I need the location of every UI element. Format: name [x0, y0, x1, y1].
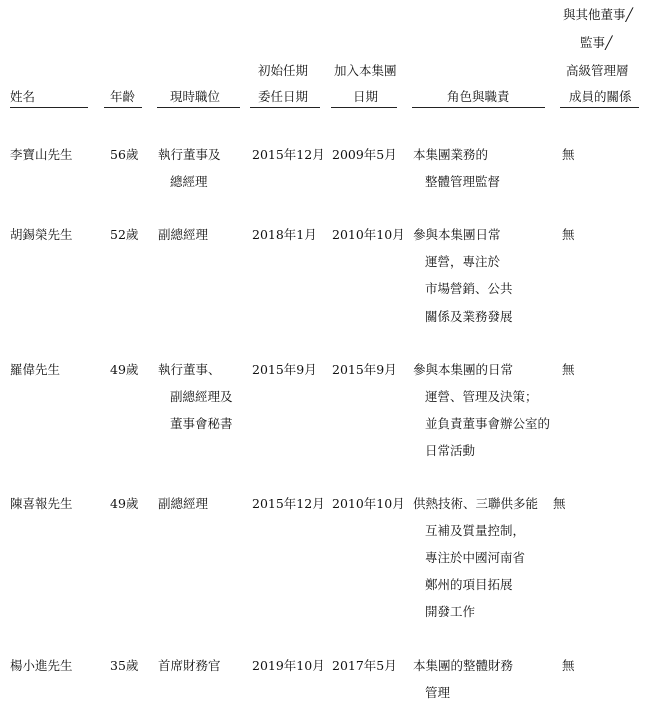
cell-role: 市場營銷、公共	[425, 281, 513, 296]
cell-joined: 2010年10月	[332, 496, 405, 511]
cell-position: 副總經理及	[170, 389, 233, 404]
cell-role: 互補及質量控制，	[425, 523, 526, 538]
cell-role: 並負責董事會辦公室的	[425, 416, 551, 431]
cell-role: 關係及業務發展	[425, 309, 513, 324]
header-underline	[250, 107, 320, 108]
header-name: 姓名	[10, 89, 36, 104]
cell-position: 副總經理	[158, 496, 209, 511]
header-role: 角色與職責	[447, 89, 510, 104]
cell-age: 35歲	[110, 658, 139, 673]
cell-joined: 2009年5月	[332, 147, 397, 162]
cell-role: 參與本集團日常	[413, 227, 501, 242]
header-underline	[560, 107, 639, 108]
cell-joined: 2010年10月	[332, 227, 405, 242]
cell-role: 供熱技術、三聯供多能	[413, 496, 539, 511]
header-underline	[157, 107, 240, 108]
cell-role: 專注於中國河南省	[425, 550, 526, 565]
header-relationship-line: 高級管理層	[566, 63, 629, 78]
cell-age: 56歲	[110, 147, 139, 162]
cell-appointment: 2018年1月	[252, 227, 317, 242]
cell-age: 52歲	[110, 227, 139, 242]
cell-role: 日常活動	[425, 443, 476, 458]
cell-relationship: 無	[562, 362, 575, 377]
header-underline	[104, 107, 142, 108]
cell-name: 李寶山先生	[10, 147, 73, 162]
cell-name: 陳喜報先生	[10, 496, 73, 511]
cell-role: 整體管理監督	[425, 174, 501, 189]
cell-role: 開發工作	[425, 604, 476, 619]
header-appointment-line: 初始任期	[258, 63, 309, 78]
cell-role: 運營、管理及決策；	[425, 389, 538, 404]
header-position: 現時職位	[170, 89, 221, 104]
cell-joined: 2017年5月	[332, 658, 397, 673]
cell-position: 執行董事及	[158, 147, 221, 162]
cell-position: 副總經理	[158, 227, 209, 242]
cell-name: 胡錫榮先生	[10, 227, 73, 242]
header-relationship-line: 監事╱	[580, 35, 613, 50]
cell-role: 管理	[425, 685, 451, 700]
header-underline	[10, 107, 88, 108]
header-underline	[331, 107, 397, 108]
cell-age: 49歲	[110, 496, 139, 511]
cell-name: 楊小進先生	[10, 658, 73, 673]
cell-name: 羅偉先生	[10, 362, 61, 377]
header-joined-line: 日期	[353, 89, 379, 104]
cell-appointment: 2015年9月	[252, 362, 317, 377]
header-joined-line: 加入本集團	[334, 63, 397, 78]
header-relationship-line: 成員的關係	[569, 89, 632, 104]
cell-position: 董事會秘書	[170, 416, 233, 431]
cell-relationship: 無	[562, 227, 575, 242]
header-age: 年齡	[110, 89, 136, 104]
cell-role: 運營，專注於	[425, 254, 501, 269]
cell-age: 49歲	[110, 362, 139, 377]
header-appointment-line: 委任日期	[258, 89, 309, 104]
cell-relationship: 無	[553, 496, 566, 511]
cell-relationship: 無	[562, 147, 575, 162]
cell-role: 鄭州的項目拓展	[425, 577, 513, 592]
cell-position: 執行董事、	[158, 362, 221, 377]
cell-joined: 2015年9月	[332, 362, 397, 377]
header-relationship-line: 與其他董事╱	[563, 7, 634, 22]
cell-position: 首席財務官	[158, 658, 221, 673]
cell-position: 總經理	[170, 174, 208, 189]
cell-appointment: 2019年10月	[252, 658, 325, 673]
header-underline	[412, 107, 545, 108]
cell-role: 參與本集團的日常	[413, 362, 514, 377]
cell-role: 本集團的整體財務	[413, 658, 514, 673]
cell-appointment: 2015年12月	[252, 496, 325, 511]
cell-relationship: 無	[562, 658, 575, 673]
cell-appointment: 2015年12月	[252, 147, 325, 162]
cell-role: 本集團業務的	[413, 147, 489, 162]
